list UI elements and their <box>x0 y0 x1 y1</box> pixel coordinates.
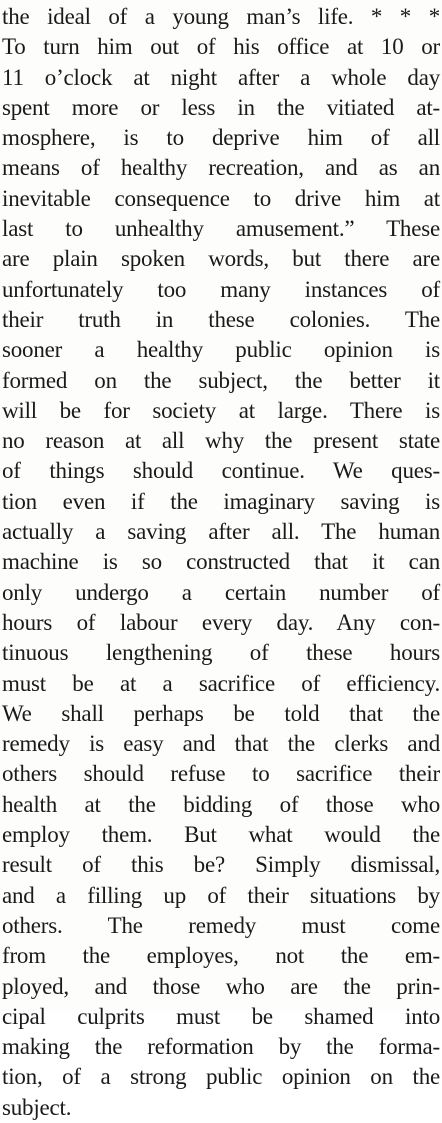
article-line: To turn him out of his office at 10 or <box>2 34 440 60</box>
article-line: tion, of a strong public opinion on the <box>2 1064 440 1090</box>
article-line: We shall perhaps be told that the <box>2 700 440 726</box>
article-line: actually a saving after all. The human <box>2 519 440 545</box>
article-line: making the reformation by the forma- <box>2 1034 440 1060</box>
article-column <box>2 2 440 1123</box>
article-line: from the employes, not the em- <box>2 943 440 969</box>
article-line: remedy is easy and that the clerks and <box>2 731 440 757</box>
article-line: tion even if the imaginary saving is <box>2 488 440 514</box>
article-line: unfortunately too many instances of <box>2 276 440 302</box>
article-line: employ them. But what would the <box>2 822 440 848</box>
article-line: ployed, and those who are the prin- <box>2 973 440 999</box>
article-line: their truth in these colonies. The <box>2 306 440 332</box>
article-line: others should refuse to sacrifice their <box>2 761 440 787</box>
article-line: last to unhealthy amusement.” These <box>2 216 440 242</box>
article-line: the ideal of a young man’s life. * * * <box>2 4 440 29</box>
article-line: must be at a sacrifice of efficiency. <box>2 670 440 696</box>
article-line: result of this be? Simply dismissal, <box>2 852 440 878</box>
article-line: of things should continue. We ques- <box>2 458 440 484</box>
article-line: hours of labour every day. Any con- <box>2 609 440 635</box>
article-line: health at the bidding of those who <box>2 791 440 817</box>
article-line: are plain spoken words, but there are <box>2 246 440 272</box>
article-line: sooner a healthy public opinion is <box>2 337 440 363</box>
article-line: and a filling up of their situations by <box>2 882 440 908</box>
article-line: will be for society at large. There is <box>2 397 440 423</box>
article-line: machine is so constructed that it can <box>2 549 440 575</box>
article-line: means of healthy recreation, and as an <box>2 155 440 181</box>
article-line: only undergo a certain number of <box>2 579 440 605</box>
article-line: no reason at all why the present state <box>2 428 440 454</box>
article-line: tinuous lengthening of these hours <box>2 640 440 666</box>
article-line: cipal culprits must be shamed into <box>2 1003 440 1029</box>
article-line: 11 o’clock at night after a whole day <box>2 64 440 90</box>
article-line: inevitable consequence to drive him at <box>2 185 440 211</box>
article-line: spent more or less in the vitiated at- <box>2 94 440 120</box>
article-line: mosphere, is to deprive him of all <box>2 125 440 151</box>
article-line: others. The remedy must come <box>2 912 440 938</box>
article-line: formed on the subject, the better it <box>2 367 440 393</box>
article-line: subject. <box>2 1094 72 1120</box>
